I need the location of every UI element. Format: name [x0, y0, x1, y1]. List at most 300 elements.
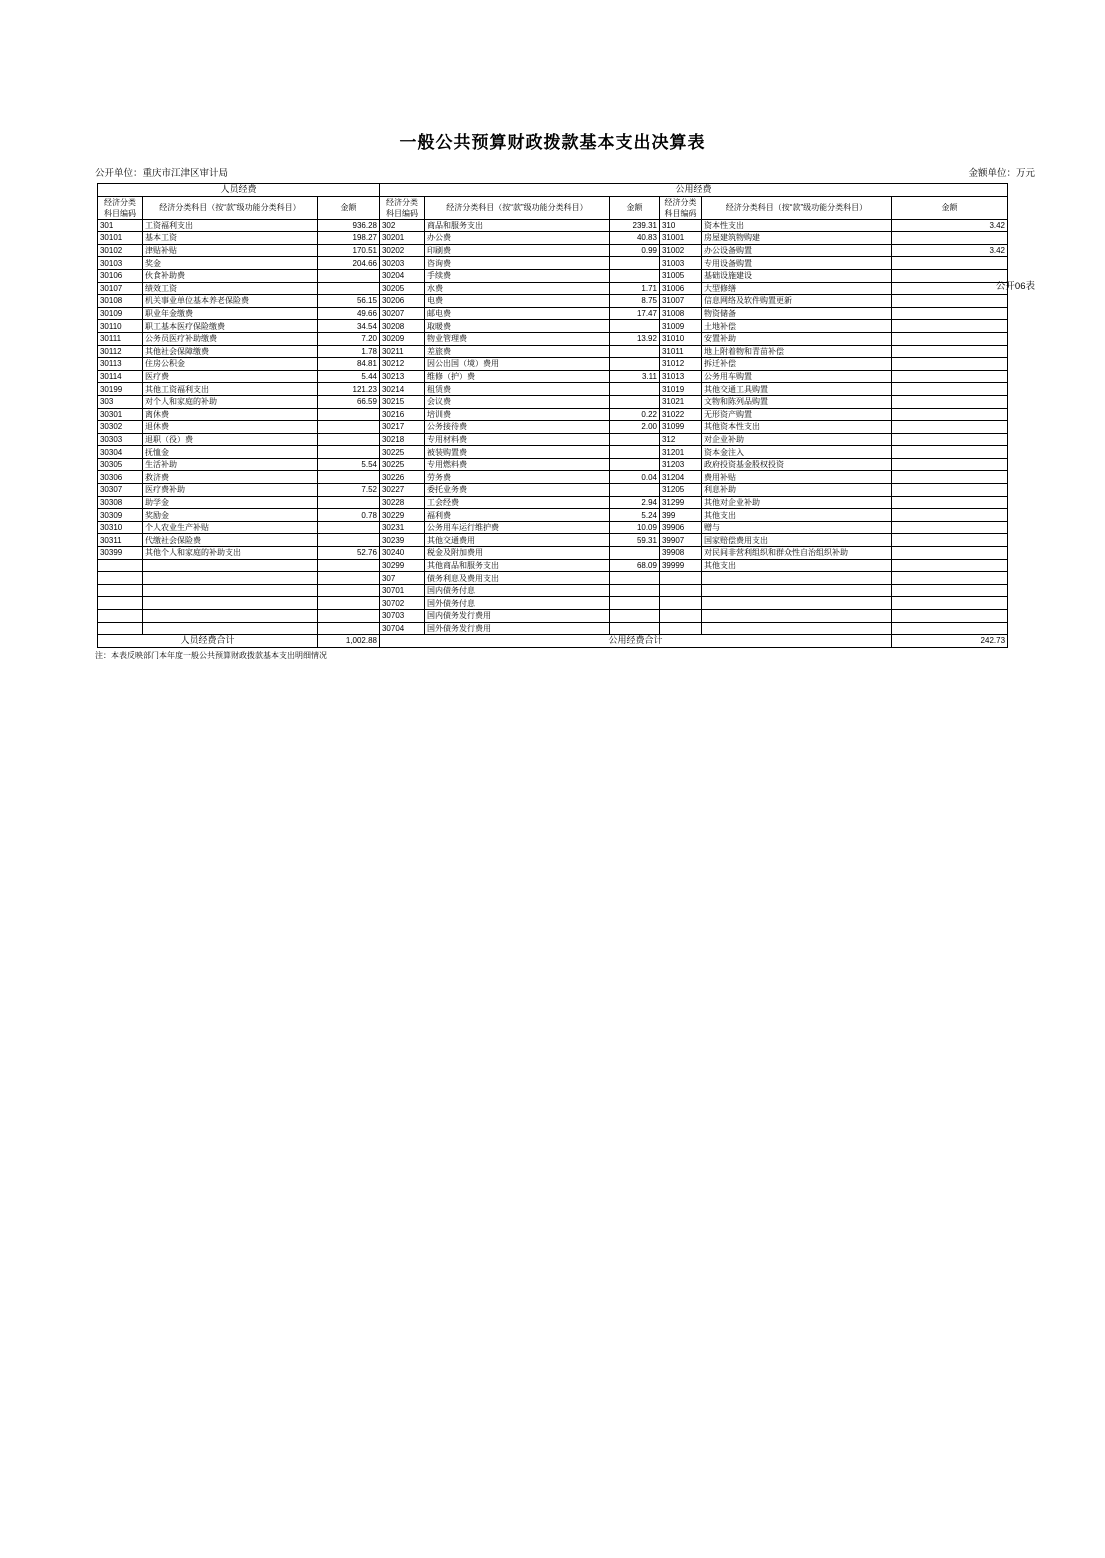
- public1-amount: [609, 446, 659, 459]
- personnel-code: 30301: [97, 408, 142, 421]
- public2-name: 无形资产购置: [701, 408, 891, 421]
- personnel-name: 医疗费补助: [142, 484, 317, 497]
- public1-name: 工会经费: [424, 496, 609, 509]
- public1-name: 其他交通费用: [424, 534, 609, 547]
- personnel-code: 30102: [97, 244, 142, 257]
- public1-amount: 2.00: [609, 421, 659, 434]
- public2-amount: [891, 232, 1007, 245]
- table-row: [97, 370, 1007, 383]
- public2-name: 其他对企业补助: [701, 496, 891, 509]
- public1-name: 国内债务发行费用: [424, 610, 609, 623]
- public1-name: 国内债务付息: [424, 584, 609, 597]
- table-row: [97, 433, 1007, 446]
- public1-amount: [609, 395, 659, 408]
- form-number: 公开06表: [995, 281, 1035, 292]
- personnel-amount: [317, 597, 379, 610]
- public2-name: 其他支出: [701, 559, 891, 572]
- public1-code: 30239: [379, 534, 424, 547]
- public2-amount: [891, 559, 1007, 572]
- personnel-amount: 936.28: [317, 219, 379, 232]
- public1-amount: 2.94: [609, 496, 659, 509]
- personnel-name: 职工基本医疗保险缴费: [142, 320, 317, 333]
- personnel-code: 30108: [97, 295, 142, 308]
- public2-name: 对企业补助: [701, 433, 891, 446]
- public1-amount: [609, 345, 659, 358]
- public1-name: 税金及附加费用: [424, 547, 609, 560]
- table-body: [97, 219, 1007, 635]
- public1-name: 国外债务付息: [424, 597, 609, 610]
- public1-code: 307: [379, 572, 424, 585]
- public2-name: [701, 622, 891, 635]
- personnel-amount: [317, 421, 379, 434]
- personnel-name: 退休费: [142, 421, 317, 434]
- personnel-name: [142, 572, 317, 585]
- public1-code: 30216: [379, 408, 424, 421]
- personnel-name: 机关事业单位基本养老保险费: [142, 295, 317, 308]
- public1-amount: 0.22: [609, 408, 659, 421]
- table-row: [97, 320, 1007, 333]
- public2-name: [701, 584, 891, 597]
- public2-code: 310: [659, 219, 701, 232]
- col-code-line2: 科目编码: [103, 208, 136, 218]
- personnel-code: 30106: [97, 269, 142, 282]
- table-row: [97, 547, 1007, 560]
- public2-amount: [891, 496, 1007, 509]
- public2-code: [659, 572, 701, 585]
- public1-name: 债务利息及费用支出: [424, 572, 609, 585]
- public1-code: 30213: [379, 370, 424, 383]
- personnel-code: 30310: [97, 521, 142, 534]
- personnel-name: 奖励金: [142, 509, 317, 522]
- personnel-name: 绩效工资: [142, 282, 317, 295]
- table-row: [97, 408, 1007, 421]
- personnel-amount: [317, 446, 379, 459]
- personnel-amount: [317, 471, 379, 484]
- personnel-name: 基本工资: [142, 232, 317, 245]
- public1-code: 30208: [379, 320, 424, 333]
- public1-amount: 10.09: [609, 521, 659, 534]
- table-row: [97, 244, 1007, 257]
- personnel-code: 30306: [97, 471, 142, 484]
- col-code-line2: 科目编码: [664, 208, 697, 218]
- personnel-name: [142, 559, 317, 572]
- public1-amount: 0.04: [609, 471, 659, 484]
- public1-code: 302: [379, 219, 424, 232]
- col-name-personnel: 经济分类科目（按“款”级功能分类科目）: [142, 196, 317, 219]
- personnel-code: [97, 622, 142, 635]
- personnel-code: 30110: [97, 320, 142, 333]
- public1-code: 30215: [379, 395, 424, 408]
- public1-name: 委托业务费: [424, 484, 609, 497]
- public2-amount: [891, 421, 1007, 434]
- public2-code: [659, 610, 701, 623]
- public1-amount: 68.09: [609, 559, 659, 572]
- public1-code: 30702: [379, 597, 424, 610]
- personnel-amount: [317, 282, 379, 295]
- personnel-name: 工资福利支出: [142, 219, 317, 232]
- col-name-public-2: 经济分类科目（按“款”级功能分类科目）: [701, 196, 891, 219]
- table-row: [97, 269, 1007, 282]
- personnel-code: 30302: [97, 421, 142, 434]
- personnel-code: 30309: [97, 509, 142, 522]
- public1-code: 30217: [379, 421, 424, 434]
- public2-amount: [891, 269, 1007, 282]
- public1-code: 30209: [379, 332, 424, 345]
- public1-name: 因公出国（境）费用: [424, 358, 609, 371]
- personnel-code: [97, 610, 142, 623]
- personnel-amount: [317, 559, 379, 572]
- public1-name: 水费: [424, 282, 609, 295]
- public2-amount: [891, 332, 1007, 345]
- personnel-amount: [317, 584, 379, 597]
- personnel-total-label: 人员经费合计: [97, 635, 317, 648]
- public2-name: 其他资本性支出: [701, 421, 891, 434]
- personnel-name: 助学金: [142, 496, 317, 509]
- table-row: [97, 358, 1007, 371]
- col-amount-public-1: 金额: [609, 196, 659, 219]
- personnel-amount: 56.15: [317, 295, 379, 308]
- personnel-amount: 7.52: [317, 484, 379, 497]
- public2-code: 31021: [659, 395, 701, 408]
- personnel-amount: [317, 572, 379, 585]
- disclosure-unit-value: 重庆市江津区审计局: [142, 168, 229, 179]
- public2-amount: [891, 320, 1007, 333]
- table-row: [97, 446, 1007, 459]
- public2-code: 312: [659, 433, 701, 446]
- personnel-code: 30307: [97, 484, 142, 497]
- public2-amount: [891, 509, 1007, 522]
- public2-name: 安置补助: [701, 332, 891, 345]
- personnel-name: 个人农业生产补贴: [142, 521, 317, 534]
- personnel-amount: 34.54: [317, 320, 379, 333]
- personnel-code: 30305: [97, 458, 142, 471]
- public2-name: 赠与: [701, 521, 891, 534]
- col-code-personnel: [97, 196, 142, 219]
- personnel-name: [142, 622, 317, 635]
- table-row: [97, 219, 1007, 232]
- public1-code: 30204: [379, 269, 424, 282]
- public2-code: 31022: [659, 408, 701, 421]
- table-row: [97, 597, 1007, 610]
- public2-amount: [891, 458, 1007, 471]
- public2-amount: [891, 383, 1007, 396]
- col-name-public-1: 经济分类科目（按“款”级功能分类科目）: [424, 196, 609, 219]
- public1-name: 其他商品和服务支出: [424, 559, 609, 572]
- table-row: [97, 345, 1007, 358]
- public1-amount: 40.83: [609, 232, 659, 245]
- public1-code: 30225: [379, 458, 424, 471]
- public1-code: 30299: [379, 559, 424, 572]
- public2-amount: [891, 521, 1007, 534]
- public1-code: 30703: [379, 610, 424, 623]
- personnel-code: [97, 559, 142, 572]
- public2-code: 31006: [659, 282, 701, 295]
- personnel-amount: [317, 408, 379, 421]
- personnel-code: 30308: [97, 496, 142, 509]
- public1-amount: 59.31: [609, 534, 659, 547]
- table-row: [97, 295, 1007, 308]
- personnel-name: [142, 597, 317, 610]
- public1-name: 电费: [424, 295, 609, 308]
- public2-code: 31005: [659, 269, 701, 282]
- personnel-name: 职业年金缴费: [142, 307, 317, 320]
- public2-amount: 3.42: [891, 244, 1007, 257]
- public1-code: 30203: [379, 257, 424, 270]
- personnel-amount: 66.59: [317, 395, 379, 408]
- public1-amount: 239.31: [609, 219, 659, 232]
- public1-name: 公务用车运行维护费: [424, 521, 609, 534]
- public2-amount: [891, 584, 1007, 597]
- page: [0, 128, 1105, 1558]
- personnel-name: 生活补助: [142, 458, 317, 471]
- table-row: [97, 610, 1007, 623]
- public1-name: 会议费: [424, 395, 609, 408]
- personnel-code: 30109: [97, 307, 142, 320]
- public1-name: 办公费: [424, 232, 609, 245]
- table-row: [97, 332, 1007, 345]
- personnel-amount: 52.76: [317, 547, 379, 560]
- public1-amount: [609, 269, 659, 282]
- public2-name: 基础设施建设: [701, 269, 891, 282]
- personnel-amount: [317, 610, 379, 623]
- personnel-amount: 1.78: [317, 345, 379, 358]
- public2-code: 31001: [659, 232, 701, 245]
- public2-code: 39907: [659, 534, 701, 547]
- public1-name: 专用材料费: [424, 433, 609, 446]
- personnel-amount: [317, 433, 379, 446]
- public1-amount: [609, 622, 659, 635]
- col-amount-personnel: 金额: [317, 196, 379, 219]
- public2-name: 地上附着物和青苗补偿: [701, 345, 891, 358]
- public2-name: 资本性支出: [701, 219, 891, 232]
- public1-amount: 8.75: [609, 295, 659, 308]
- personnel-name: 伙食补助费: [142, 269, 317, 282]
- public1-name: 福利费: [424, 509, 609, 522]
- personnel-name: 其他个人和家庭的补助支出: [142, 547, 317, 560]
- public2-amount: [891, 370, 1007, 383]
- public1-code: 30229: [379, 509, 424, 522]
- public1-name: 印刷费: [424, 244, 609, 257]
- public2-code: 31011: [659, 345, 701, 358]
- public1-amount: 1.71: [609, 282, 659, 295]
- public2-name: 物资储备: [701, 307, 891, 320]
- public2-name: 政府投资基金股权投资: [701, 458, 891, 471]
- table-row: [97, 572, 1007, 585]
- public2-code: [659, 597, 701, 610]
- public2-code: 31002: [659, 244, 701, 257]
- public2-name: 其他交通工具购置: [701, 383, 891, 396]
- budget-table: [97, 183, 1008, 648]
- personnel-amount: [317, 269, 379, 282]
- public2-amount: [891, 395, 1007, 408]
- personnel-name: 退职（役）费: [142, 433, 317, 446]
- personnel-name: 医疗费: [142, 370, 317, 383]
- personnel-name: 其他社会保障缴费: [142, 345, 317, 358]
- col-code-line1: 经济分类: [103, 197, 136, 207]
- public2-code: [659, 622, 701, 635]
- public1-code: 30226: [379, 471, 424, 484]
- table-row: [97, 257, 1007, 270]
- public2-name: 公务用车购置: [701, 370, 891, 383]
- public2-name: [701, 597, 891, 610]
- personnel-name: 救济费: [142, 471, 317, 484]
- public2-name: 文物和陈列品购置: [701, 395, 891, 408]
- public1-amount: [609, 597, 659, 610]
- personnel-amount: 5.54: [317, 458, 379, 471]
- page-title: 一般公共预算财政拨款基本支出决算表: [399, 133, 706, 152]
- public1-amount: [609, 358, 659, 371]
- table-row: [97, 509, 1007, 522]
- public1-code: 30225: [379, 446, 424, 459]
- public2-code: 31201: [659, 446, 701, 459]
- personnel-code: 30304: [97, 446, 142, 459]
- table-row: [97, 559, 1007, 572]
- personnel-name: [142, 584, 317, 597]
- personnel-name: 其他工资福利支出: [142, 383, 317, 396]
- group-personnel: 人员经费: [97, 184, 379, 197]
- table-note: 注：本表反映部门本年度一般公共预算财政拨款基本支出明细情况: [95, 650, 327, 660]
- public2-amount: [891, 610, 1007, 623]
- public1-name: 差旅费: [424, 345, 609, 358]
- public1-amount: [609, 383, 659, 396]
- public1-code: 30207: [379, 307, 424, 320]
- public1-name: 商品和服务支出: [424, 219, 609, 232]
- public1-name: 专用燃料费: [424, 458, 609, 471]
- personnel-code: 30399: [97, 547, 142, 560]
- table-row: [97, 534, 1007, 547]
- public2-code: 31003: [659, 257, 701, 270]
- public2-amount: 3.42: [891, 219, 1007, 232]
- public1-amount: [609, 433, 659, 446]
- public2-amount: [891, 622, 1007, 635]
- personnel-code: [97, 572, 142, 585]
- public2-amount: [891, 446, 1007, 459]
- public1-code: 30704: [379, 622, 424, 635]
- public2-amount: [891, 484, 1007, 497]
- public2-name: 费用补贴: [701, 471, 891, 484]
- public1-amount: 13.92: [609, 332, 659, 345]
- public1-name: 国外债务发行费用: [424, 622, 609, 635]
- personnel-amount: [317, 496, 379, 509]
- public2-name: 其他支出: [701, 509, 891, 522]
- public1-code: 30212: [379, 358, 424, 371]
- public1-code: 30202: [379, 244, 424, 257]
- personnel-name: [142, 610, 317, 623]
- amount-unit: 金额单位：万元: [968, 168, 1035, 179]
- col-amount-public-2: 金额: [891, 196, 1007, 219]
- disclosure-unit-label: 公开单位：: [95, 168, 143, 179]
- personnel-code: [97, 584, 142, 597]
- column-header-row: [97, 196, 1007, 219]
- personnel-amount: [317, 534, 379, 547]
- public1-name: 咨询费: [424, 257, 609, 270]
- public1-amount: [609, 257, 659, 270]
- public2-code: 31013: [659, 370, 701, 383]
- personnel-total-value: 1,002.88: [317, 635, 379, 648]
- personnel-amount: 121.23: [317, 383, 379, 396]
- table-row: [97, 521, 1007, 534]
- public1-code: 30205: [379, 282, 424, 295]
- public2-name: 土地补偿: [701, 320, 891, 333]
- public2-amount: [891, 408, 1007, 421]
- public1-code: 30240: [379, 547, 424, 560]
- public1-amount: 3.11: [609, 370, 659, 383]
- public1-amount: [609, 320, 659, 333]
- table-row: [97, 584, 1007, 597]
- public1-code: 30214: [379, 383, 424, 396]
- meta-row: [0, 165, 1105, 179]
- personnel-code: [97, 597, 142, 610]
- public2-code: 39906: [659, 521, 701, 534]
- public1-name: 取暖费: [424, 320, 609, 333]
- personnel-name: 对个人和家庭的补助: [142, 395, 317, 408]
- disclosure-unit: [95, 165, 228, 179]
- table-row: [97, 471, 1007, 484]
- public2-code: 31010: [659, 332, 701, 345]
- public2-amount: [891, 295, 1007, 308]
- personnel-amount: 170.51: [317, 244, 379, 257]
- table-row: [97, 395, 1007, 408]
- public1-code: 30211: [379, 345, 424, 358]
- public2-amount: [891, 307, 1007, 320]
- personnel-amount: 49.66: [317, 307, 379, 320]
- col-code-public-1: [379, 196, 424, 219]
- public2-code: 39999: [659, 559, 701, 572]
- public1-amount: 17.47: [609, 307, 659, 320]
- personnel-amount: 5.44: [317, 370, 379, 383]
- personnel-amount: 0.78: [317, 509, 379, 522]
- table-row: [97, 383, 1007, 396]
- public2-amount: [891, 572, 1007, 585]
- public1-name: 劳务费: [424, 471, 609, 484]
- public1-amount: [609, 547, 659, 560]
- public1-name: 被装购置费: [424, 446, 609, 459]
- public1-code: 30227: [379, 484, 424, 497]
- public2-name: [701, 572, 891, 585]
- personnel-amount: [317, 521, 379, 534]
- table-row: [97, 484, 1007, 497]
- public2-name: 拆迁补偿: [701, 358, 891, 371]
- personnel-code: 30303: [97, 433, 142, 446]
- col-code-public-2: [659, 196, 701, 219]
- personnel-code: 30113: [97, 358, 142, 371]
- table-row: [97, 496, 1007, 509]
- public1-amount: [609, 484, 659, 497]
- public1-code: 30701: [379, 584, 424, 597]
- public-total-value: 242.73: [891, 635, 1007, 648]
- personnel-code: 30103: [97, 257, 142, 270]
- personnel-name: 住房公积金: [142, 358, 317, 371]
- group-public: 公用经费: [379, 184, 1007, 197]
- public2-code: 31009: [659, 320, 701, 333]
- public2-code: 31008: [659, 307, 701, 320]
- public2-code: [659, 584, 701, 597]
- public1-name: 公务接待费: [424, 421, 609, 434]
- public2-name: 大型修缮: [701, 282, 891, 295]
- public2-name: 房屋建筑物购建: [701, 232, 891, 245]
- personnel-amount: 7.20: [317, 332, 379, 345]
- public2-amount: [891, 547, 1007, 560]
- public2-code: 31007: [659, 295, 701, 308]
- public2-amount: [891, 257, 1007, 270]
- public1-amount: [609, 610, 659, 623]
- personnel-code: 30114: [97, 370, 142, 383]
- public2-code: 31299: [659, 496, 701, 509]
- personnel-name: 抚恤金: [142, 446, 317, 459]
- table-row: [97, 307, 1007, 320]
- personnel-code: 30107: [97, 282, 142, 295]
- public1-amount: [609, 572, 659, 585]
